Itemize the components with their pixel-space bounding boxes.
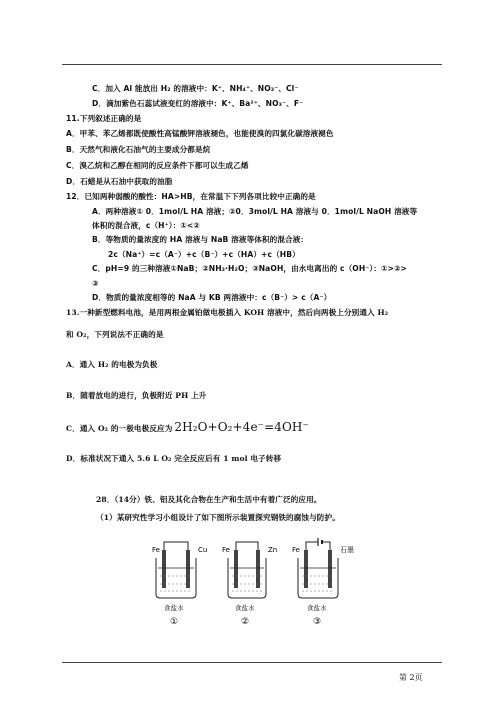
q13-option-d: D．标准状况下通入 5.6 L O₂ 完全反应后有 1 mol 电子转移 [66, 454, 282, 463]
cell3-left-electrode-label: Fe [292, 546, 300, 554]
beaker-1 [152, 542, 207, 627]
cell3-right-electrode-label: 石墨 [340, 546, 354, 554]
q12-option-a: A．两种溶液① 0．1mol/L HA 溶液；②0．3mol/L HA 溶液与 0．1mol/L NaOH 溶液等 [92, 207, 418, 216]
cell1-right-electrode-label: Cu [198, 546, 208, 554]
q11-option-d: D．石蜡是从石油中获取的油脂 [66, 177, 173, 186]
cell1-number: ① [170, 617, 179, 627]
cell1-solution-label: 食盐水 [164, 604, 184, 612]
beaker-3 [292, 538, 354, 627]
cell2-solution-label: 食盐水 [235, 604, 255, 612]
q11-option-b: B．天然气和液化石油气的主要成分都是烷 [66, 145, 211, 154]
page-number: 第 2页 [399, 673, 423, 682]
q12-option-a-cont: 体积的混合液，c（H⁺）：①<② [92, 221, 200, 230]
q13-option-c [66, 422, 309, 434]
q12-option-b: B．等物质的量浓度的 HA 溶液与 NaB 溶液等体积的混合液： [92, 235, 309, 244]
q28-stem: 28．（14分）铁、铝及其化合物在生产和生活中有着广泛的应用。 [96, 495, 322, 504]
q10-option-c: C．加入 Al 能放出 H₂ 的溶液中：K⁺、NH₄⁺、NO₃⁻、Cl⁻ [92, 84, 299, 93]
cell3-solution-label: 食盐水 [307, 604, 327, 612]
bottom-rule [62, 662, 442, 663]
q28-part1: （1）某研究性学习小组设计了如下图所示装置探究钢铁的腐蚀与防护。 [96, 513, 340, 522]
q13-stem-cont: 和 O₂，下列说法不正确的是 [66, 330, 164, 339]
cell2-right-electrode-label: Zn [268, 546, 278, 554]
q10-option-d: D．滴加紫色石蕊试液变红的溶液中：K⁺、Ba²⁺、NO₃⁻、F⁻ [92, 99, 304, 108]
q13-option-c-text: C．通入 O₂ 的一极电极反应为 [66, 424, 173, 433]
q12-option-c-cont: ③ [92, 279, 99, 288]
cell1-left-electrode-label: Fe [152, 546, 160, 554]
cell2-left-electrode-label: Fe [222, 546, 230, 554]
q13-stem: 13.一种新型燃料电池，是用两根金属铂做电极插入 KOH 溶液中，然后向两极上分别通入 H₂ [66, 308, 389, 317]
q12-stem: 12．已知两种弱酸的酸性：HA>HB，在常温下下列各项比较中正确的是 [66, 192, 316, 201]
q11-option-a: A．甲苯、苯乙烯都既使酸性高锰酸钾溶液褪色，也能使溴的四氯化碳溶液褪色 [66, 129, 334, 138]
q13-option-a: A．通入 H₂ 的电极为负极 [66, 360, 158, 369]
q13-option-b: B．随着放电的进行，负极附近 PH 上升 [66, 391, 207, 400]
cell3-number: ③ [313, 617, 322, 627]
corrosion-apparatus-figure [150, 538, 365, 628]
electrode-equation: 2H₂O+O₂+4e⁻=4OH⁻ [174, 420, 309, 434]
figure-svg [150, 538, 365, 628]
q11-option-c: C．溴乙烷和乙醇在相同的反应条件下都可以生成乙烯 [66, 161, 249, 170]
q12-option-b-eq: 2c（Na⁺）=c（A⁻）+c（B⁻）+c（HA）+c（HB） [108, 250, 300, 259]
top-rule [62, 64, 442, 65]
q12-option-d: D．物质的量浓度相等的 NaA 与 KB 两溶液中：c（B⁻）> c（A⁻） [92, 293, 332, 302]
beaker-2 [222, 542, 277, 627]
q11-stem: 11.下列叙述正确的是 [66, 114, 142, 123]
cell2-number: ② [241, 617, 250, 627]
q12-option-c: C．pH=9 的三种溶液①NaB；②NH₃·H₂O；③NaOH，由水电离出的 c（OH⁻）：①>②> [92, 264, 407, 273]
